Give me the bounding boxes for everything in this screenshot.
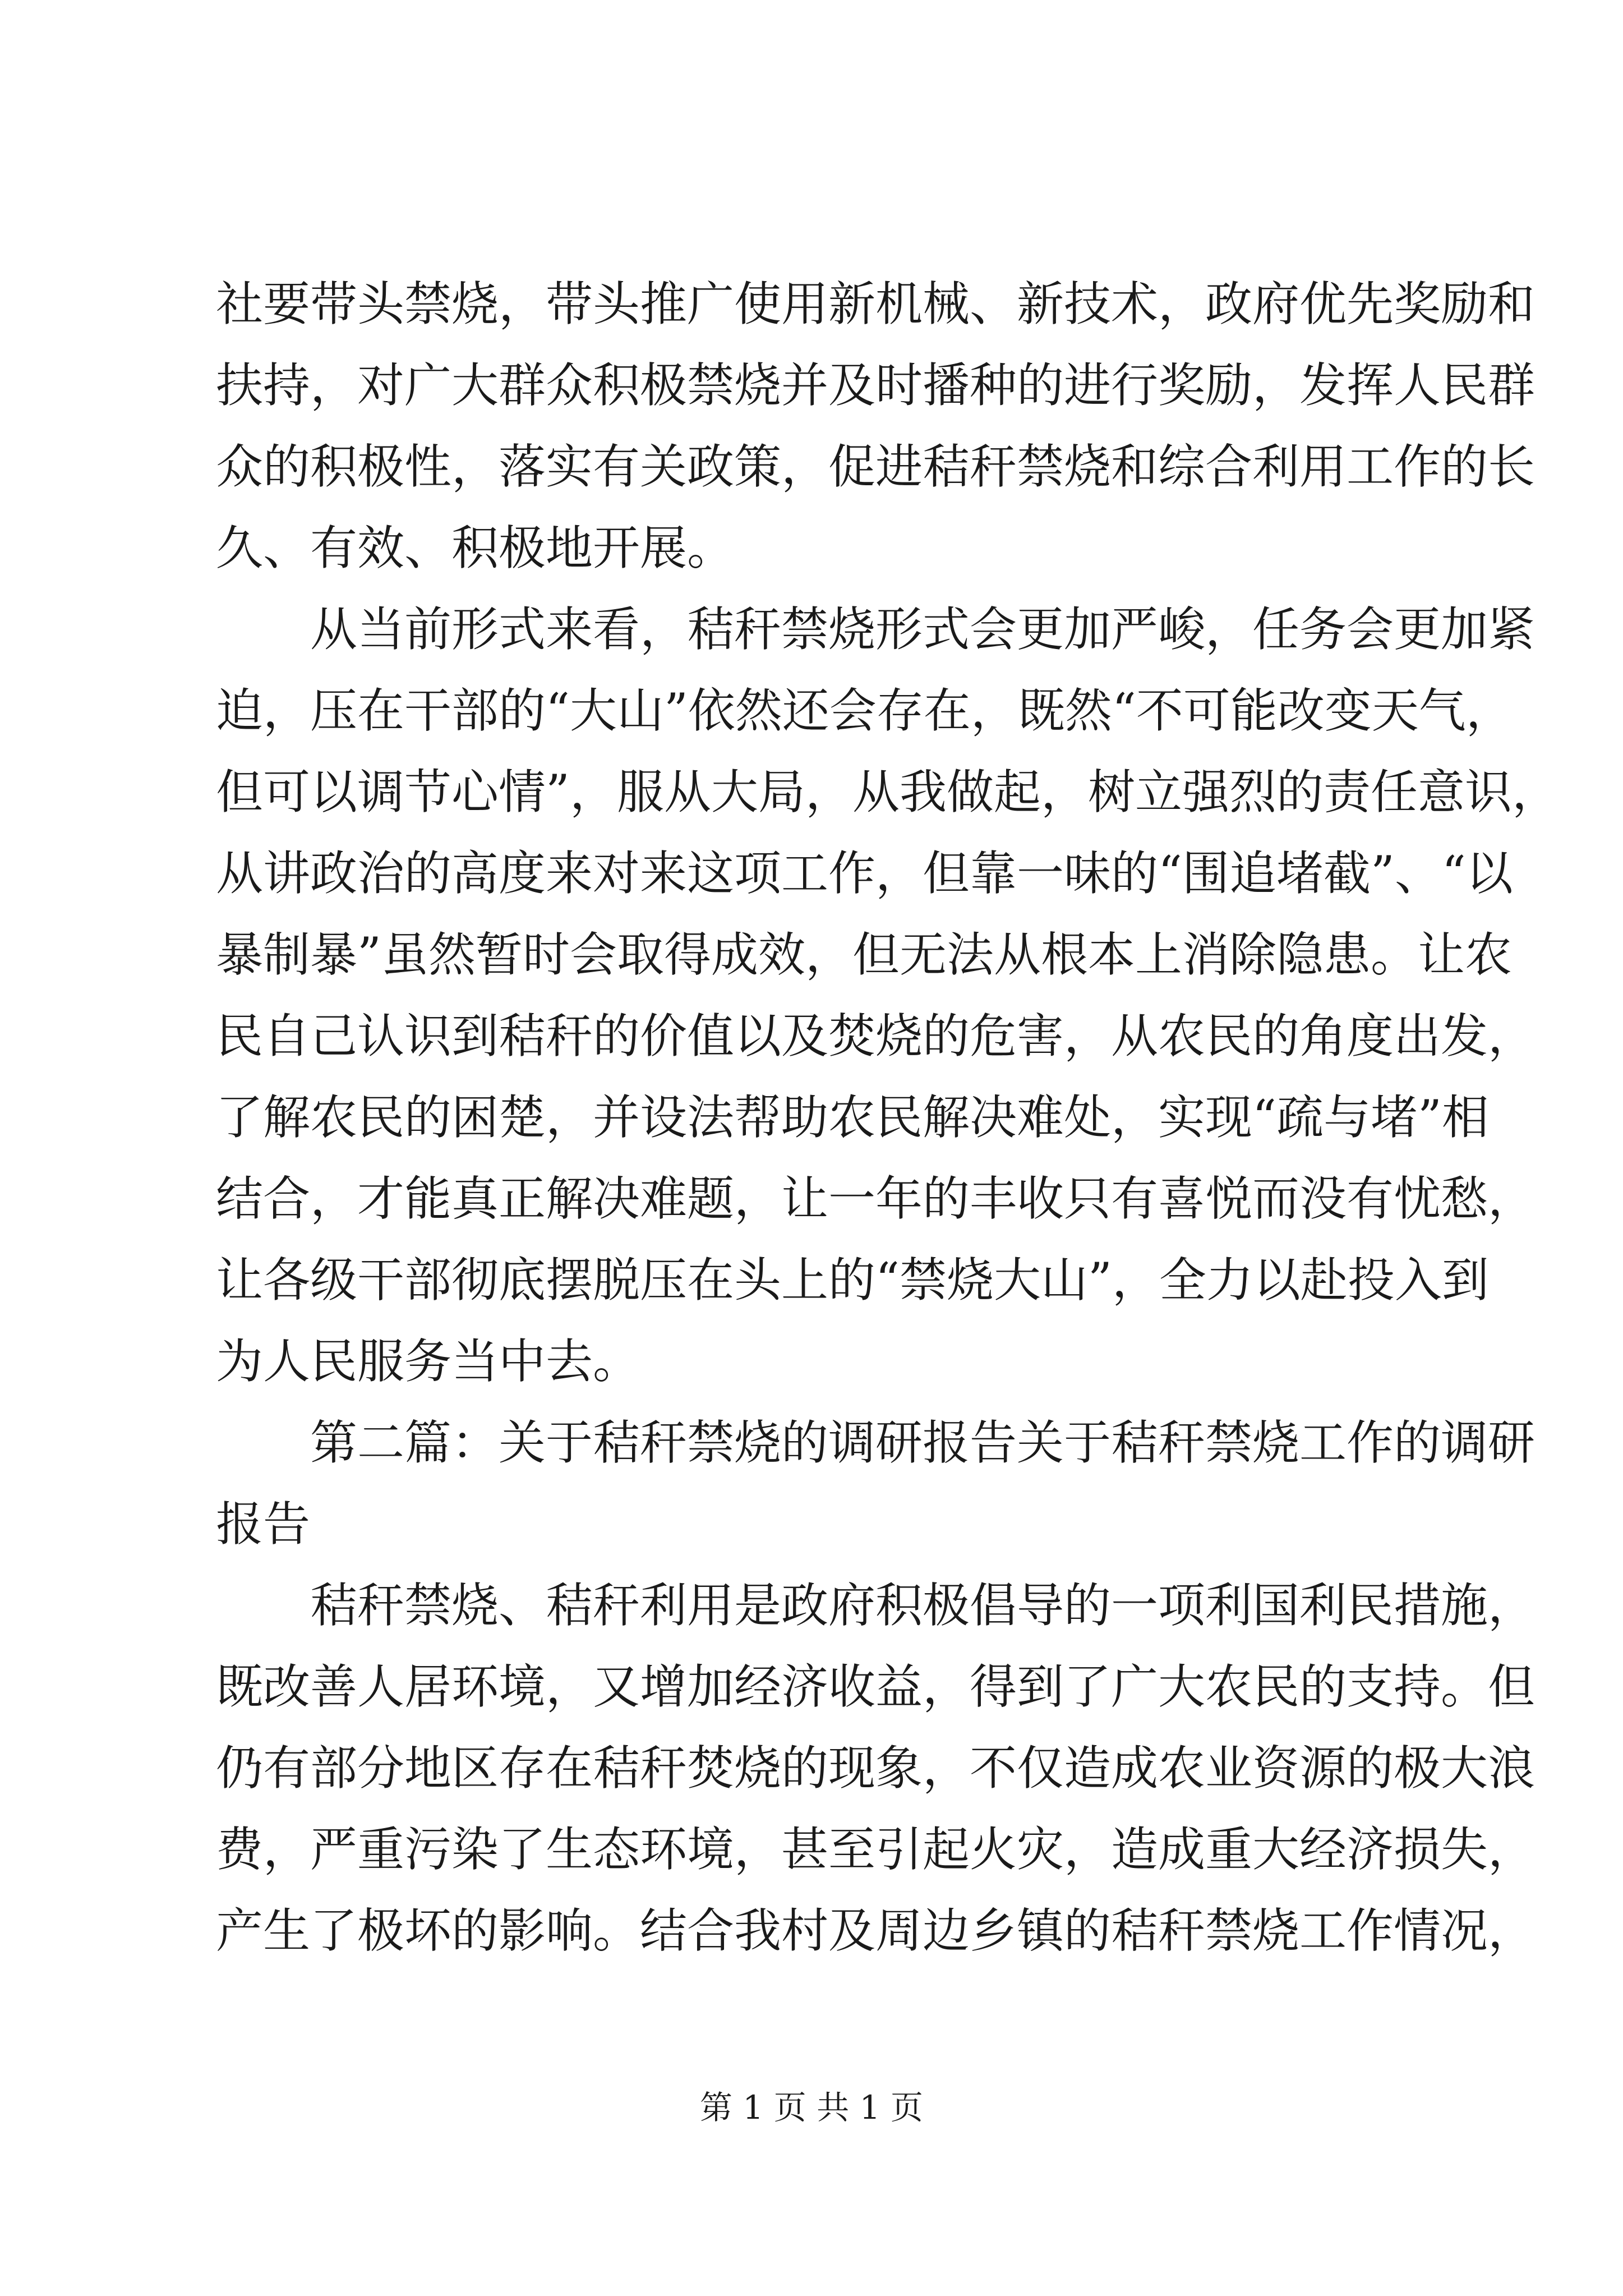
text-line: 既改善人居环境，又增加经济收益，得到了广大农民的支持。但 (216, 1659, 1536, 1714)
text-line: 第二篇：关于秸秆禁烧的调研报告关于秸秆禁烧工作的调研 (310, 1415, 1536, 1470)
text-line: 从当前形式来看，秸秆禁烧形式会更加严峻，任务会更加紧 (310, 602, 1536, 657)
text-line: 久、有效、积极地开展。 (216, 521, 735, 576)
text-line: 迫，压在干部的“大山”依然还会存在，既然“不可能改变天气， (216, 683, 1513, 738)
text-line: 民自己认识到秸秆的价值以及焚烧的危害，从农民的角度出发， (216, 1009, 1536, 1064)
text-line: 社要带头禁烧，带头推广使用新机械、新技术，政府优先奖励和 (216, 277, 1536, 332)
text-line: 扶持，对广大群众积极禁烧并及时播种的进行奖励，发挥人民群 (216, 358, 1536, 413)
text-line: 费，严重污染了生态环境，甚至引起火灾，造成重大经济损失， (216, 1822, 1536, 1877)
section-heading (216, 1402, 1536, 1565)
text-line: 暴制暴”虽然暂时会取得成效，但无法从根本上消除隐患。让农 (216, 927, 1512, 982)
text-line: 秸秆禁烧、秸秆利用是政府积极倡导的一项利国利民措施， (310, 1578, 1536, 1633)
text-line: 为人民服务当中去。 (216, 1334, 640, 1389)
text-line: 众的积极性，落实有关政策，促进秸秆禁烧和综合利用工作的长 (216, 439, 1536, 494)
paragraph (216, 264, 1536, 589)
paragraph (216, 589, 1559, 1402)
text-line: 从讲政治的高度来对来这项工作，但靠一味的“围追堵截”、“以 (216, 846, 1513, 901)
text-line: 让各级干部彻底摆脱压在头上的“禁烧大山”，全力以赴投入到 (216, 1253, 1489, 1308)
page-number-footer: 第 1 页 共 1 页 (700, 2088, 923, 2127)
document-body (216, 264, 1559, 1972)
text-line: 但可以调节心情”，服从大局，从我做起，树立强烈的责任意识， (216, 765, 1559, 820)
text-line: 仍有部分地区存在秸秆焚烧的现象，不仅造成农业资源的极大浪 (216, 1741, 1536, 1796)
paragraph (216, 1565, 1536, 1972)
text-line: 产生了极坏的影响。结合我村及周边乡镇的秸秆禁烧工作情况， (216, 1903, 1536, 1958)
text-line: 了解农民的困楚，并设法帮助农民解决难处，实现“疏与堵”相 (216, 1090, 1489, 1145)
text-line: 结合，才能真正解决难题，让一年的丰收只有喜悦而没有忧愁， (216, 1171, 1536, 1226)
text-line: 报告 (216, 1497, 311, 1552)
